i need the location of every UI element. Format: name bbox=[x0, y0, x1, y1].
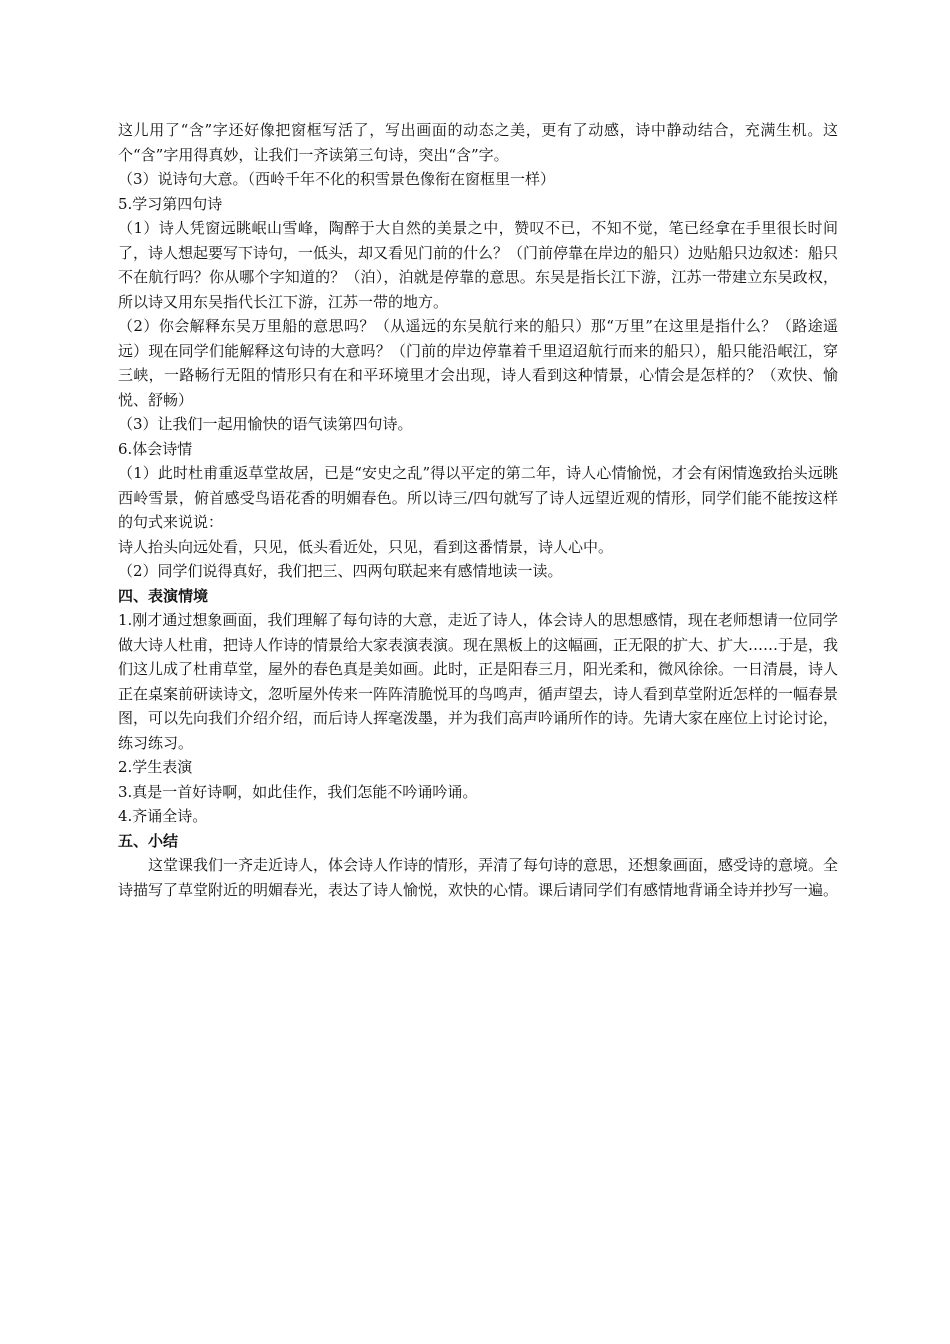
paragraph-line3-meaning: （3）说诗句大意。（西岭千年不化的积雪景色像衔在窗框里一样） bbox=[118, 170, 556, 188]
paragraph-performance-4: 4.齐诵全诗。 bbox=[118, 807, 208, 825]
step-5-title: 5.学习第四句诗 bbox=[118, 194, 223, 213]
paragraph-feeling-part1: （1）此时杜甫重返草堂故居，已是“安史之乱”得以平定的第二年，诗人心情愉悦，才会有闲情逸致抬头远眺西岭雪景，俯首感受鸟语花香的明媚春色。所以诗三/四句就写了诗人远望近观的情形，同学们能不能按这样的句式来说说： bbox=[118, 464, 838, 531]
paragraph-summary: 这堂课我们一齐走近诗人，体会诗人作诗的情形，弄清了每句诗的意思，还想象画面，感受诗的意境。全诗描写了草堂附近的明媚春光，表达了诗人愉悦，欢快的心情。课后请同学们有感情地背诵全诗并抄写一遍。 bbox=[118, 856, 839, 899]
paragraph-line4-part1: （1）诗人凭窗远眺岷山雪峰，陶醉于大自然的美景之中，赞叹不已，不知不觉，笔已经拿在手里很长时间了，诗人想起要写下诗句，一低头，却又看见门前的什么？（门前停靠在岸边的船只）边贴船只边叙述：船只不在航行吗？你从哪个字知道的？（泊），泊就是停靠的意思。东吴是指长江下游，江苏一带建立东吴政权，所以诗又用东吴指代长江下游，江苏一带的地方。 bbox=[118, 219, 839, 311]
paragraph-line4-part3: （3）让我们一起用愉快的语气读第四句诗。 bbox=[118, 415, 413, 433]
section-heading-summary: 五、小结 bbox=[118, 831, 179, 850]
section-heading-performance: 四、表演情境 bbox=[118, 586, 209, 605]
paragraph-performance-2: 2.学生表演 bbox=[118, 758, 193, 776]
paragraph-han-word: 这儿用了“含”字还好像把窗框写活了，写出画面的动态之美，更有了动感，诗中静动结合，充满生机。这个“含”字用得真妙，让我们一齐读第三句诗，突出“含”字。 bbox=[118, 121, 838, 164]
paragraph-feeling-part2: （2）同学们说得真好，我们把三、四两句联起来有感情地读一读。 bbox=[118, 562, 563, 580]
paragraph-performance-1: 1.刚才通过想象画面，我们理解了每句诗的大意，走近了诗人，体会诗人的思想感情，现在老师想请一位同学做大诗人杜甫，把诗人作诗的情景给大家表演表演。现在黑板上的这幅画，正无限的扩大、扩大……于是，我们这儿成了杜甫草堂，屋外的春色真是美如画。此时，正是阳春三月，阳光柔和，微风徐徐。一日清晨，诗人正在桌案前研读诗文，忽听屋外传来一阵阵清脆悦耳的鸟鸣声，循声望去，诗人看到草堂附近怎样的一幅春景图，可以先向我们介绍介绍，而后诗人挥毫泼墨，并为我们高声吟诵所作的诗。先请大家在座位上讨论讨论，练习练习。 bbox=[118, 611, 839, 752]
step-6-title: 6.体会诗情 bbox=[118, 439, 193, 458]
paragraph-sentence-pattern: 诗人抬头向远处看，只见，低头看近处，只见，看到这番情景，诗人心中。 bbox=[118, 537, 614, 556]
paragraph-line4-part2: （2）你会解释东吴万里船的意思吗？（从遥远的东吴航行来的船只）那“万里”在这里是指什么？（路途遥远）现在同学们能解释这句诗的大意吗？（门前的岸边停靠着千里迢迢航行而来的船只），船只能沿岷江，穿三峡，一路畅行无阻的情形只有在和平环境里才会出现，诗人看到这种情景，心情会是怎样的？（欢快、愉悦、舒畅） bbox=[118, 317, 838, 409]
paragraph-performance-3: 3.真是一首好诗啊，如此佳作，我们怎能不吟诵吟诵。 bbox=[118, 782, 478, 801]
document-body bbox=[118, 118, 838, 902]
